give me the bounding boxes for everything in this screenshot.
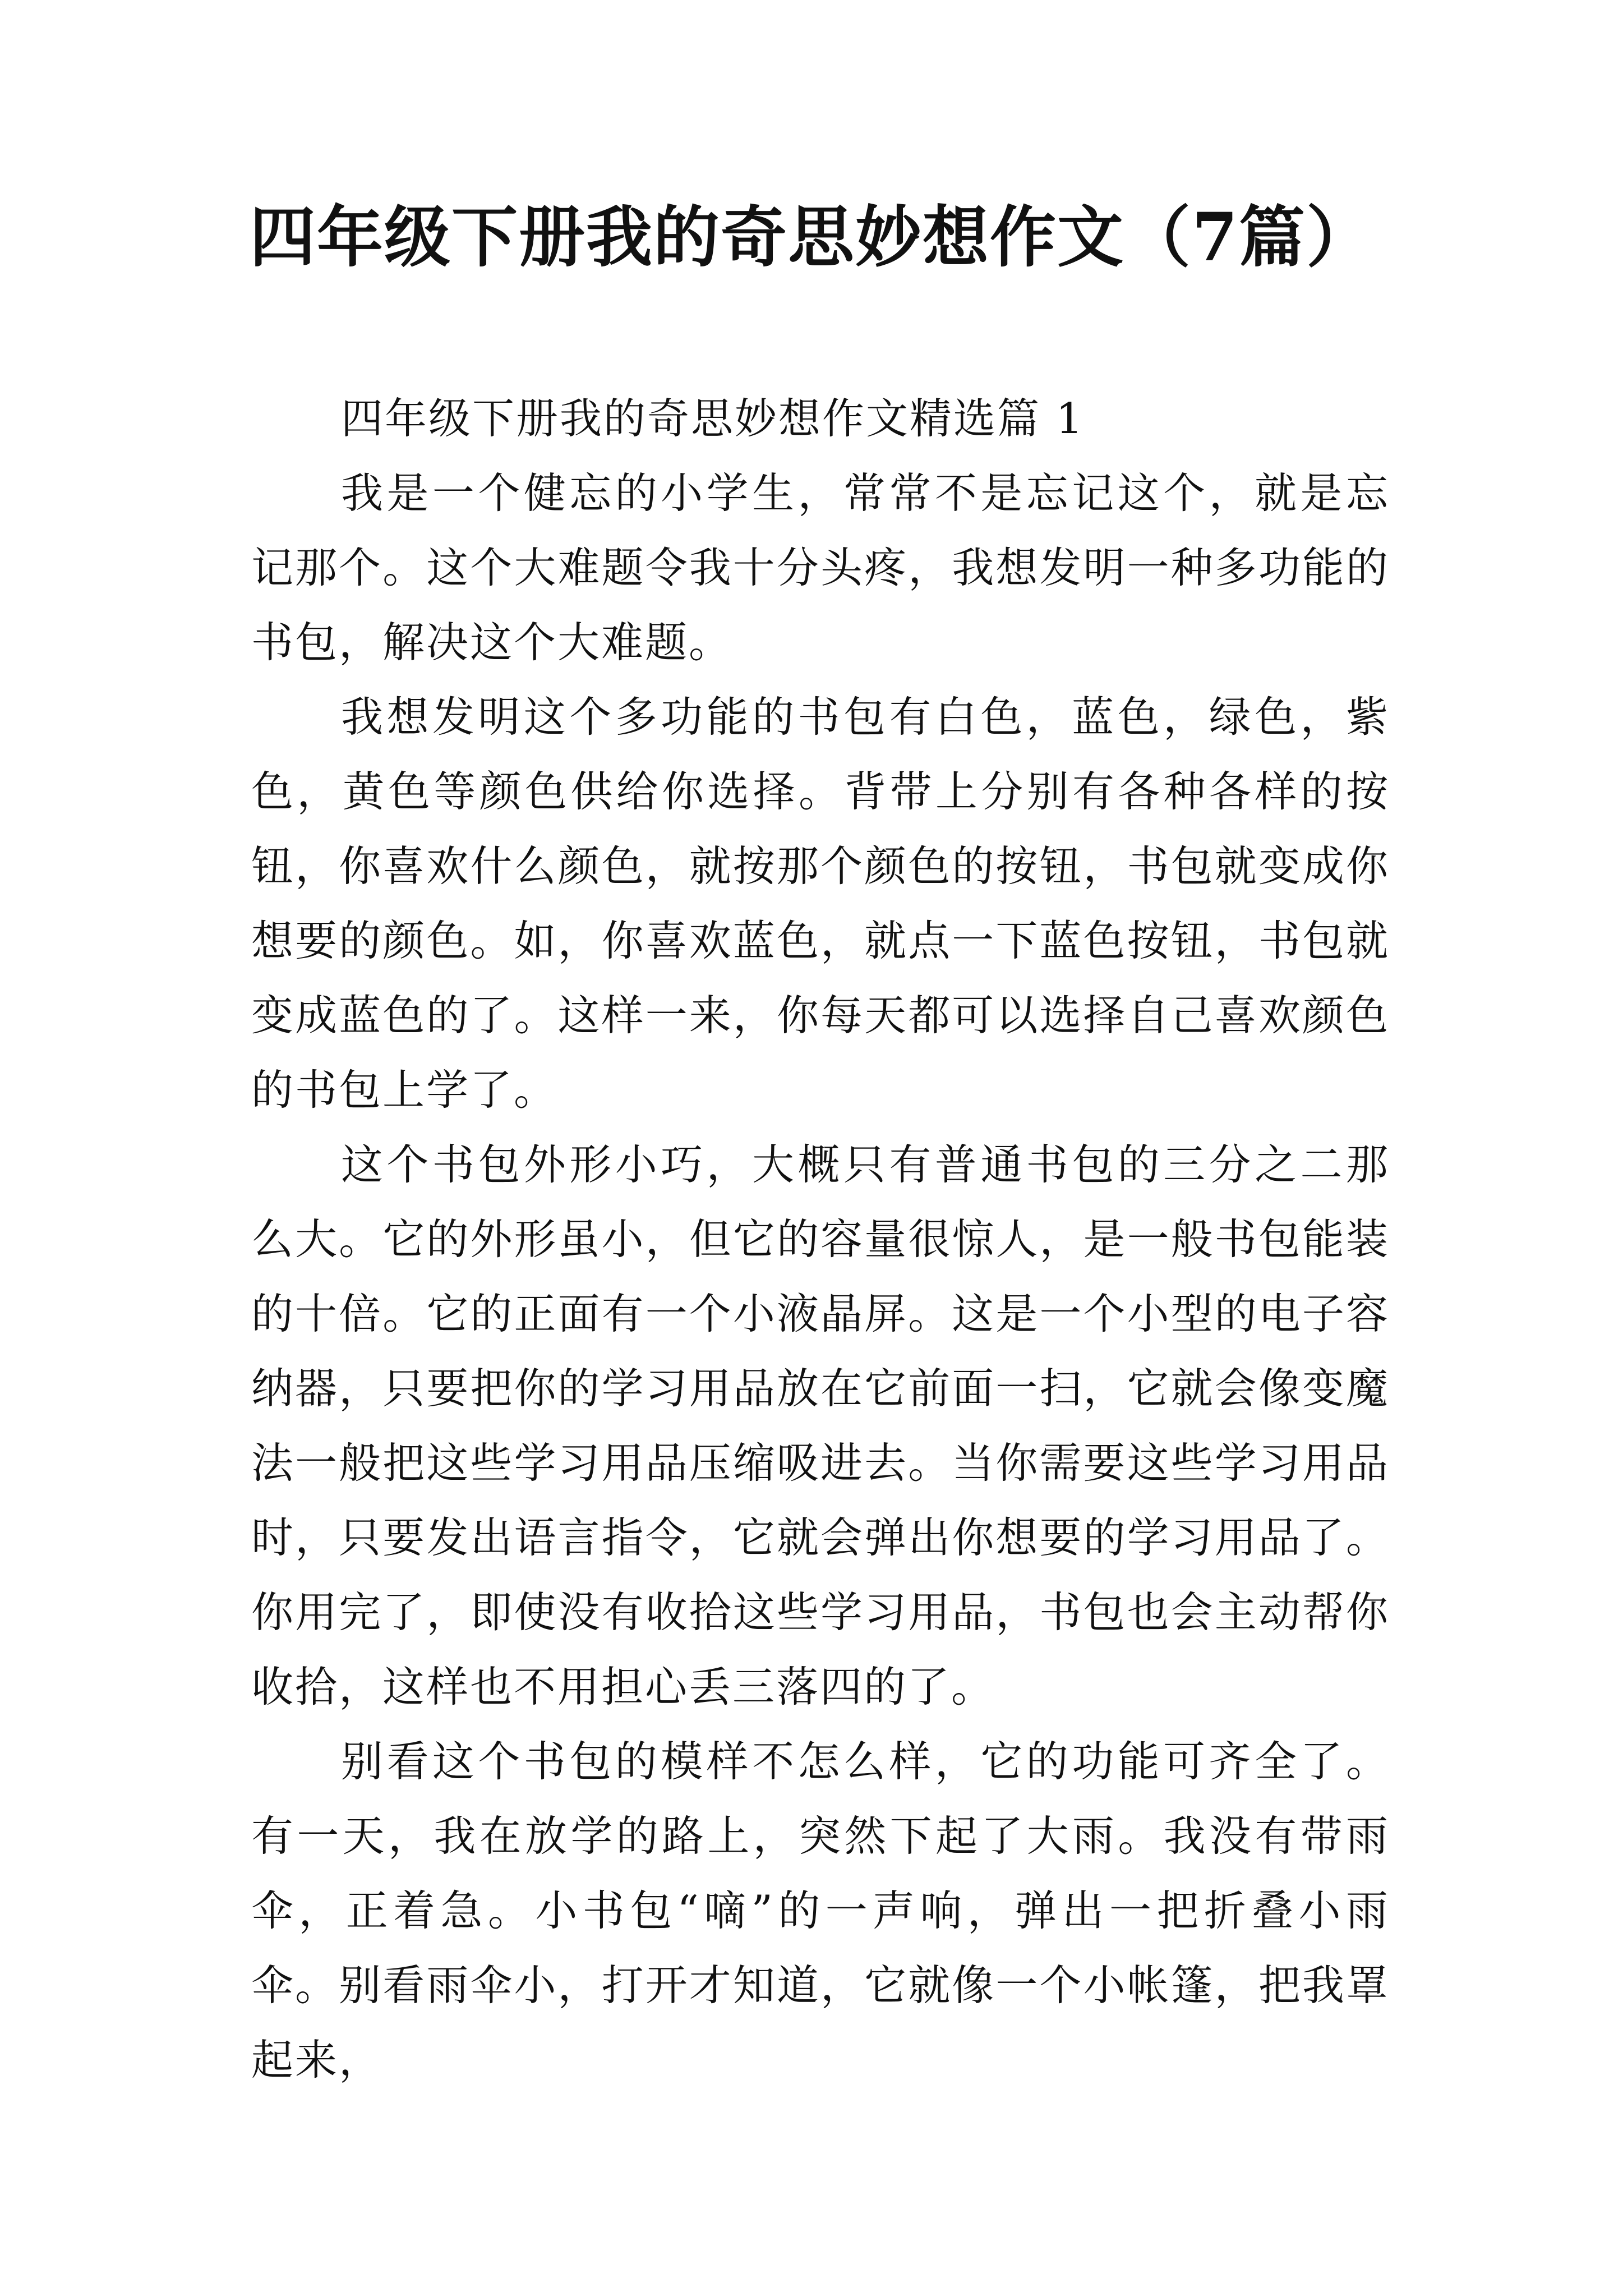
paragraph-2: 我想发明这个多功能的书包有白色，蓝色，绿色，紫色，黄色等颜色供给你选择。背带上分别有各种各样的按钮，你喜欢什么颜色，就按那个颜色的按钮，书包就变成你想要的颜色。如，你喜欢蓝色，就点一下蓝色按钮，书包就变成蓝色的了。这样一来，你每天都可以选择自己喜欢颜色的书包上学了。 [251,692,1390,1115]
paragraph-4: 别看这个书包的模样不怎么样，它的功能可齐全了。有一天，我在放学的路上，突然下起了大雨。我没有带雨伞，正着急。小书包“嘀”的一声响，弹出一把折叠小雨伞。别看雨伞小，打开才知道，它就像一个小帐篷，把我罩起来， [251,1737,1390,2085]
section-heading: 四年级下册我的奇思妙想作文精选篇 1 [341,394,1085,443]
paragraph-3: 这个书包外形小巧，大概只有普通书包的三分之二那么大。它的外形虽小，但它的容量很惊人，是一般书包能装的十倍。它的正面有一个小液晶屏。这是一个小型的电子容纳器，只要把你的学习用品放在它前面一扫，它就会像变魔法一般把这些学习用品压缩吸进去。当你需要这些学习用品时，只要发出语言指令，它就会弹出你想要的学习用品了。你用完了，即使没有收拾这些学习用品，书包也会主动帮你收拾，这样也不用担心丢三落四的了。 [251,1140,1390,1711]
paragraph-1: 我是一个健忘的小学生，常常不是忘记这个，就是忘记那个。这个大难题令我十分头疼，我想发明一种多功能的书包，解决这个大难题。 [251,468,1390,667]
document-title: 四年级下册我的奇思妙想作文（7篇） [249,198,1374,276]
document-body [251,381,1390,2097]
